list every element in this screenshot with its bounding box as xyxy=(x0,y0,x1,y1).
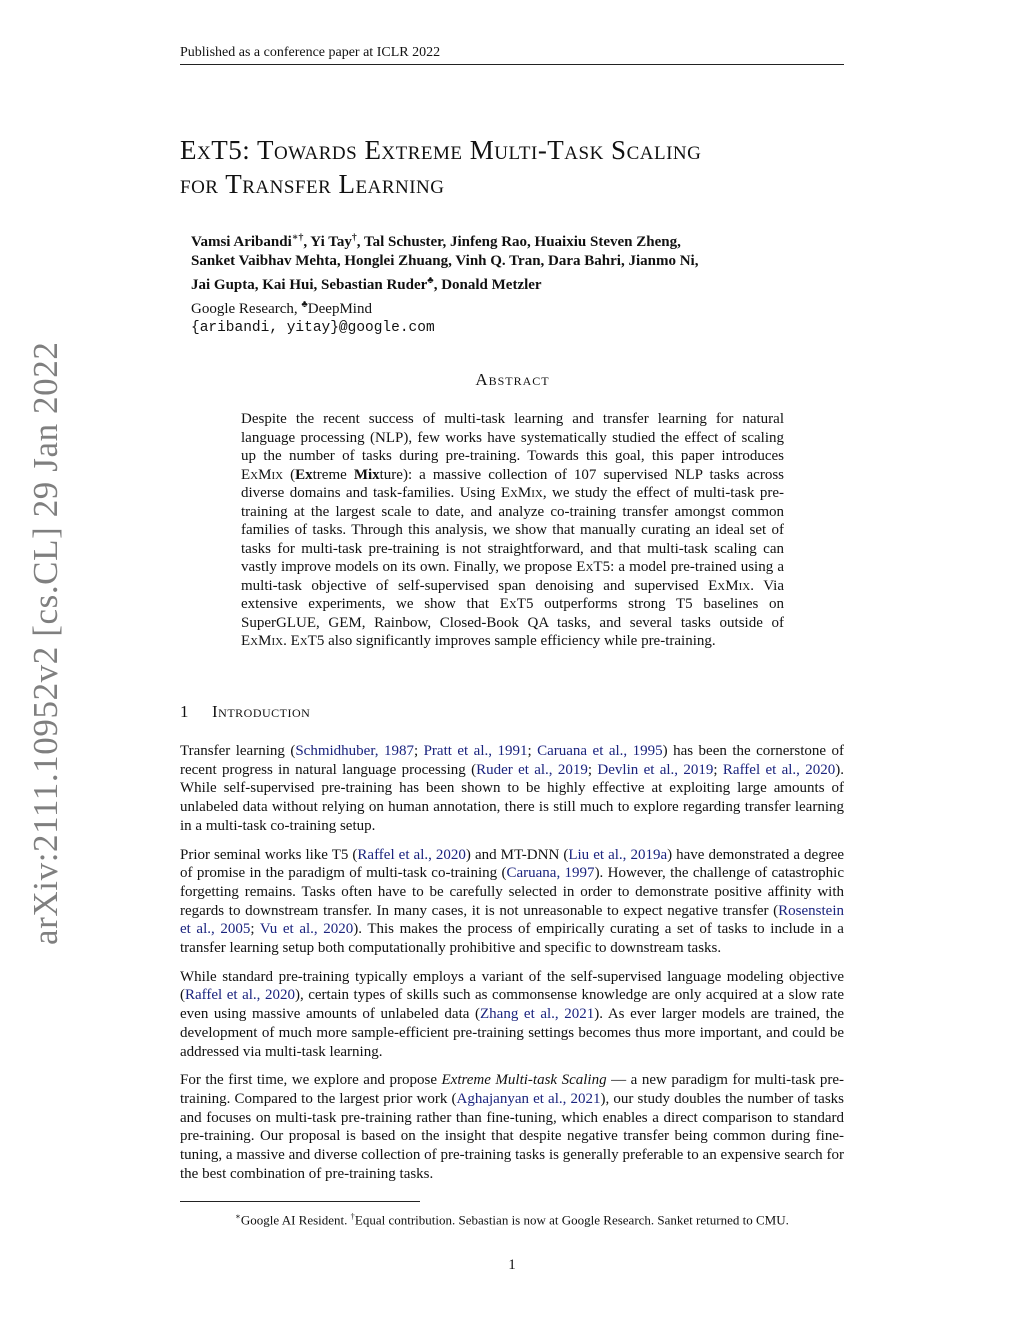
author-mark: ∗† xyxy=(291,232,304,243)
abstract-span: ture): a massive collection of 107 supervised NLP tasks across diverse domains and task-families. Using xyxy=(241,466,784,501)
author-block xyxy=(191,228,831,338)
citation-link[interactable]: Zhang et al., 2021 xyxy=(480,1006,595,1023)
author-line-2: Sanket Vaibhav Mehta, Honglei Zhuang, Vinh Q. Tran, Dara Bahri, Jianmo Ni, xyxy=(191,253,699,269)
author-names: , Tal Schuster, Jinfeng Rao, Huaixiu Steven Zheng, xyxy=(356,234,681,250)
abstract-heading: Abstract xyxy=(475,370,550,389)
introduction-body xyxy=(180,742,844,1193)
affiliation xyxy=(191,295,831,319)
abstract-span: Despite the recent success of multi-task learning and transfer learning for natural language processing (NLP), few works have systematically studied the effect of scaling up the number of tasks during pre-training. Towards this goal, this paper introduces xyxy=(241,411,784,464)
abstract-bold: Mix xyxy=(353,466,380,483)
exmix-name: ExMix xyxy=(241,466,284,483)
intro-paragraph-3 xyxy=(180,968,844,1062)
citation-link[interactable]: Aghajanyan et al., 2021 xyxy=(456,1090,601,1107)
text-span: While standard pre-training typically employs a variant of the self-supervised language modeling objective ( xyxy=(180,968,844,1004)
club-icon: ♣ xyxy=(427,275,434,286)
text-span: — a new paradigm for multi-task pre-training. Compared to the largest prior work ( xyxy=(180,1072,844,1107)
author-name: Vamsi Aribandi xyxy=(191,234,292,250)
text-span: Transfer learning ( xyxy=(180,743,296,759)
exmix-name: ExMix xyxy=(708,577,751,594)
abstract-bold: Ex xyxy=(295,466,313,483)
text-span: ). While self-supervised pre-training has been shown to be highly effective at exploiting large amounts of unlabeled data without relying on human annotation, there is still much to explore regarding transfer learning in a multi-task co-training setup. xyxy=(180,761,845,834)
citation-link[interactable]: Caruana, 1997 xyxy=(506,865,595,882)
text-span: ; xyxy=(587,761,598,778)
author-line-3 xyxy=(191,271,831,295)
abstract-span: . xyxy=(283,633,291,649)
arxiv-identifier[interactable]: arXiv:2111.10952v2 [cs.CL] 29 Jan 2022 xyxy=(26,341,65,945)
author-names: Jai Gupta, Kai Hui, Sebastian Ruder xyxy=(191,277,428,293)
text-span: ), our study doubles the number of tasks and focuses on multi-task pre-training rather than fine-tuning, which enables a direct comparison to standard pre-training. Our proposal is based on the insight that despite negative transfer being common during fine-tuning, a massive and diverse collection of pre-training tasks is generally preferable to an expensive search for the best combination of pre-training tasks. xyxy=(180,1090,844,1182)
text-span: ). As ever larger models are trained, the development of much more sample-efficient pre-training settings becomes thus more important, and could be addressed via multi-task learning. xyxy=(180,1006,844,1060)
exmix-name: ExMix xyxy=(500,485,543,501)
author-line-1 xyxy=(191,228,831,252)
intro-paragraph-2 xyxy=(180,846,844,958)
abstract-span: outperforms strong T5 baselines on SuperGLUE, GEM, Rainbow, Closed-Book QA tasks, and several tasks outside of xyxy=(241,596,784,631)
text-span: ). However, the challenge of catastrophic forgetting remains. Tasks often have to be carefully selected in order to demonstrate positive affinity with regards to downstream transfer. In many cases, it is not unreasonable to expect negative transfer ( xyxy=(180,865,844,919)
citation-link[interactable]: Caruana et al., 1995 xyxy=(537,743,663,759)
text-span: ) has been the cornerstone of recent progress in natural language processing ( xyxy=(180,743,845,778)
text-span: ; xyxy=(713,761,723,778)
section-heading-introduction xyxy=(180,702,310,722)
citation-link[interactable]: Rosenstein et al., 2005 xyxy=(180,902,844,938)
citation-link[interactable]: Raffel et al., 2020 xyxy=(357,846,466,863)
running-header: Published as a conference paper at ICLR 2022 xyxy=(180,43,844,65)
affiliation-deepmind: DeepMind xyxy=(307,301,372,317)
text-span: ), certain types of skills such as commonsense knowledge are only acquired at a slow rate even using massive amounts of unlabeled data ( xyxy=(180,987,844,1023)
text-span: Prior seminal works like T5 ( xyxy=(180,846,358,863)
text-span: ). This makes the process of empirically curating a set of tasks to include in a transfer learning setup both computationally prohibitive and specific to downstream tasks. xyxy=(180,921,844,957)
club-icon: ♣ xyxy=(301,299,308,310)
ext5-name: ExT5 xyxy=(576,559,611,575)
ext5-name: ExT5 xyxy=(499,596,534,612)
abstract-span: also significantly improves sample efficiency while pre-training. xyxy=(324,633,716,649)
intro-paragraph-4 xyxy=(180,1071,844,1183)
exmix-name: ExMix xyxy=(241,633,284,649)
footnote-text: Google AI Resident. xyxy=(240,1212,351,1228)
author-name: , Yi Tay xyxy=(303,234,352,250)
text-span: ; xyxy=(527,743,538,759)
author-mark: † xyxy=(351,232,357,243)
author-email[interactable]: {aribandi, yitay}@google.com xyxy=(191,320,435,336)
footnote-text: Equal contribution. Sebastian is now at Google Research. Sanket returned to CMU. xyxy=(354,1212,789,1228)
text-span: ; xyxy=(250,921,260,938)
author-name: , Donald Metzler xyxy=(433,277,542,293)
citation-link[interactable]: Pratt et al., 1991 xyxy=(423,743,528,759)
footnote xyxy=(180,1208,844,1228)
ext5-name: ExT5 xyxy=(290,633,325,649)
abstract-text xyxy=(241,410,784,651)
citation-link[interactable]: Raffel et al., 2020 xyxy=(185,987,295,1004)
abstract-span: ( xyxy=(283,466,296,483)
affiliation-google: Google Research, xyxy=(191,301,302,317)
footnote-mark: ∗ xyxy=(235,1211,241,1221)
abstract-span: treme xyxy=(312,466,354,483)
citation-link[interactable]: Vu et al., 2020 xyxy=(259,921,354,938)
text-span: For the first time, we explore and propose xyxy=(180,1072,442,1089)
footnote-rule xyxy=(180,1201,420,1202)
text-span: ; xyxy=(413,743,424,759)
emphasis-term: Extreme Multi-task Scaling xyxy=(441,1072,607,1089)
title-line-1: ExT5: Towards Extreme Multi-Task Scaling xyxy=(180,135,702,165)
title-line-2: for Transfer Learning xyxy=(180,169,445,199)
text-span: ) and MT-DNN ( xyxy=(465,846,569,863)
citation-link[interactable]: Devlin et al., 2019 xyxy=(597,761,714,778)
citation-link[interactable]: Raffel et al., 2020 xyxy=(722,761,836,778)
abstract-span: , we study the effect of multi-task pre-training at the largest scale to date, and analyze co-training transfer amongst common families of tasks. Through this analysis, we show that manually curating an ideal set of tasks for multi-task pre-training is not straightforward, and that multi-task scaling can vastly improve models on its own. Finally, we propose xyxy=(241,485,784,575)
page-number: 1 xyxy=(508,1257,516,1273)
abstract-span: . Via extensive experiments, we show that xyxy=(241,577,784,612)
text-span: ) have demonstrated a degree of promise in the paradigm of multi-task co-training ( xyxy=(180,846,845,882)
paper-title xyxy=(180,133,880,201)
section-number: 1 xyxy=(180,702,189,721)
intro-paragraph-1 xyxy=(180,742,844,836)
section-title: Introduction xyxy=(212,702,311,721)
footnote-mark: † xyxy=(350,1211,355,1221)
abstract-span: : a model pre-trained using a multi-task objective of self-supervised span denoising and supervised xyxy=(241,559,784,594)
citation-link[interactable]: Liu et al., 2019a xyxy=(568,846,668,863)
citation-link[interactable]: Schmidhuber, 1987 xyxy=(295,743,414,759)
citation-link[interactable]: Ruder et al., 2019 xyxy=(476,761,588,778)
